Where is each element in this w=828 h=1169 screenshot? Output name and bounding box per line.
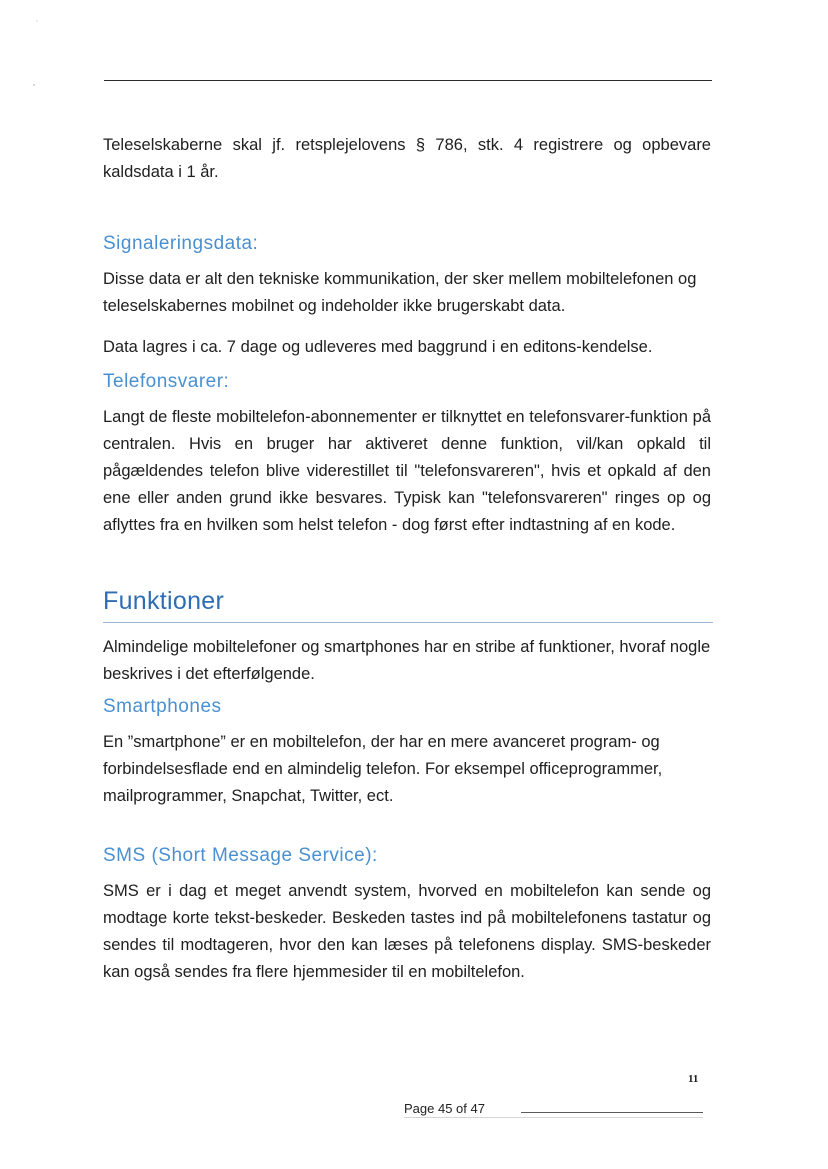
scan-speck [33,84,35,86]
smartphones-heading: Smartphones [103,696,222,717]
signalering-section-2 [103,334,711,361]
smartphones-paragraph: En ”smartphone” er en mobiltelefon, der har en mere avanceret program- og forbindelsesflade end en almindelig telefon. For eksempel officeprogrammer, mailprogrammer, Snapchat, Twitter, ect. [103,733,663,805]
funktioner-heading: Funktioner [103,587,225,615]
funktioner-section [103,634,711,688]
intro-text: Teleselskaberne skal jf. retsplejelovens § 786, stk. 4 registrere og opbevare kaldsdata i 1 år. [103,136,711,181]
signalering-section [103,266,711,320]
telefonsvarer-section [103,404,711,539]
funktioner-heading-rule [103,622,713,623]
telefonsvarer-paragraph: Langt de fleste mobiltelefon-abonnementer er tilknyttet en telefonsvarer-funktion på centralen. Hvis en bruger har aktiveret denne funktion, vil/kan opkald til pågældendes telefon blive viderestillet til "telefonsvareren", hvis et opkald af den ene eller anden grund ikke besvares. Typisk kan "telefonsvareren" ringes op og aflyttes fra en hvilken som helst telefon - dog først efter indtastning af en kode. [103,408,711,534]
sms-section [103,878,711,986]
funktioner-paragraph: Almindelige mobiltelefoner og smartphones har en stribe af funktioner, hvoraf nogle beskrives i det efterfølgende. [103,638,711,683]
footer-rule [521,1112,703,1113]
page-number: 11 [688,1073,699,1085]
signalering-paragraph-2: Data lagres i ca. 7 dage og udleveres med baggrund i en editons-kendelse. [103,338,653,356]
signalering-heading: Signaleringsdata: [103,233,259,254]
smartphones-section [103,729,711,810]
sms-heading: SMS (Short Message Service): [103,845,378,866]
sms-paragraph: SMS er i dag et meget anvendt system, hvorved en mobiltelefon kan sende og modtage korte tekst-beskeder. Beskeden tastes ind på mobiltelefonens tastatur og sendes til modtageren, hvor den kan læses på telefonens display. SMS-beskeder kan også sendes fra flere hjemmesider til en mobiltelefon. [103,882,711,981]
intro-paragraph [103,132,711,186]
footer-rule-faint [404,1117,703,1118]
telefonsvarer-heading: Telefonsvarer: [103,371,230,392]
footer-page-label: Page 45 of 47 [404,1101,485,1116]
signalering-paragraph-1: Disse data er alt den tekniske kommunikation, der sker mellem mobiltelefonen og teleselskabernes mobilnet og indeholder ikke brugerskabt data. [103,270,697,315]
header-rule [104,80,712,81]
scan-speck [36,20,38,22]
